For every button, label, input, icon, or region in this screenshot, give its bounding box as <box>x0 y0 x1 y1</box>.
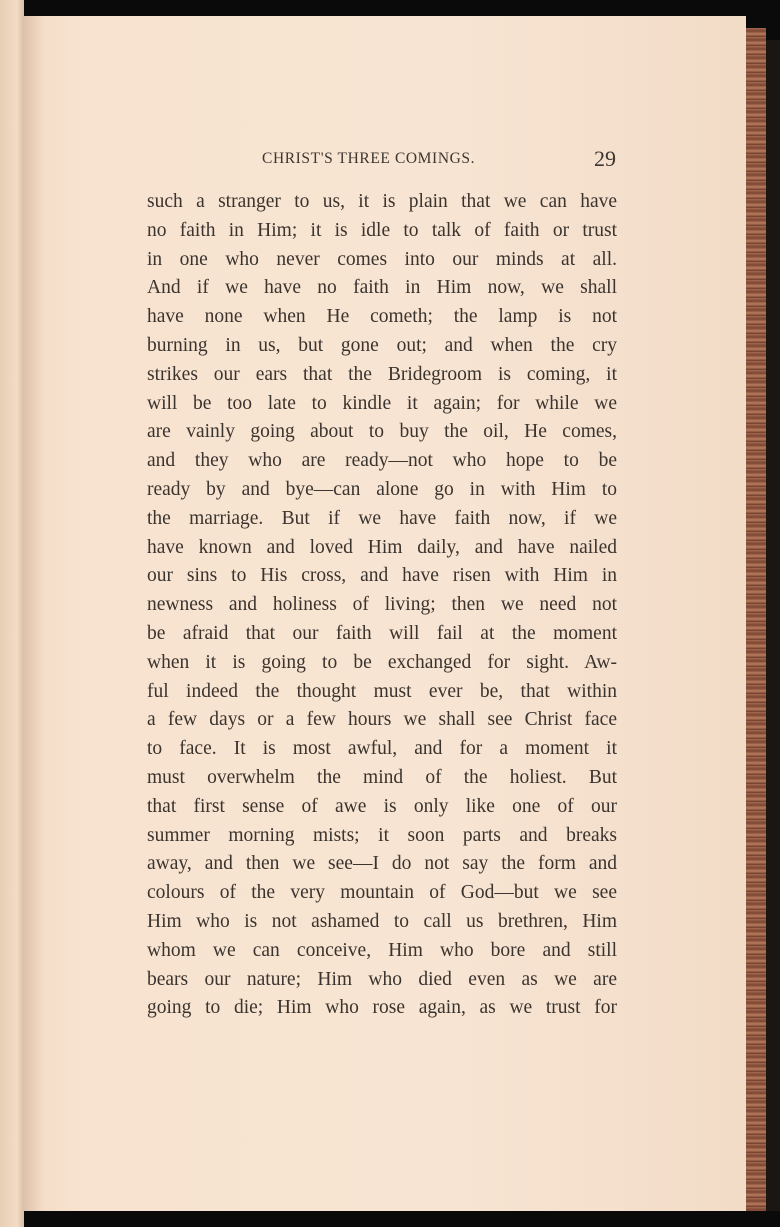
text-line: whom we can conceive, Him who bore and still <box>147 939 617 961</box>
text-line: And if we have no faith in Him now, we shall <box>147 277 617 299</box>
text-line: ready by and bye—can alone go in with Him to <box>147 478 617 500</box>
book-cover-edge <box>746 28 766 1211</box>
running-head <box>262 146 628 176</box>
text-line: bears our nature; Him who died even as we are <box>147 968 617 990</box>
text-line: away, and then we see—I do not say the form and <box>147 853 617 875</box>
text-line: strikes our ears that the Bridegroom is coming, it <box>147 363 617 385</box>
text-line: are vainly going about to buy the oil, He comes, <box>147 421 617 443</box>
text-line: such a stranger to us, it is plain that we can have <box>147 191 617 212</box>
gutter-shadow <box>24 16 44 1211</box>
text-line: to face. It is most awful, and for a moment it <box>147 738 617 760</box>
text-line: when it is going to be exchanged for sight. Aw- <box>147 651 617 673</box>
text-line: a few days or a few hours we shall see Christ face <box>147 709 617 731</box>
running-title: CHRIST'S THREE COMINGS. <box>262 150 476 167</box>
facing-page-edge <box>0 0 24 1227</box>
page-number: 29 <box>594 146 616 171</box>
text-line: will be too late to kindle it again; for while we <box>147 392 617 414</box>
background-edge <box>766 40 780 1211</box>
text-line: that first sense of awe is only like one of our <box>147 795 617 817</box>
text-line: in one who never comes into our minds at all. <box>147 248 617 270</box>
text-line: be afraid that our faith will fail at the moment <box>147 622 617 644</box>
text-line: ful indeed the thought must ever be, that within <box>147 680 617 702</box>
body-text <box>147 188 617 1023</box>
text-line: the marriage. But if we have faith now, if we <box>147 507 617 529</box>
text-line: newness and holiness of living; then we need not <box>147 594 617 616</box>
text-line: going to die; Him who rose again, as we trust for <box>147 997 617 1019</box>
text-line: our sins to His cross, and have risen with Him in <box>147 565 617 587</box>
text-line: have known and loved Him daily, and have nailed <box>147 536 617 558</box>
text-line: must overwhelm the mind of the holiest. But <box>147 766 617 788</box>
text-line: burning in us, but gone out; and when the cry <box>147 334 617 356</box>
text-line: summer morning mists; it soon parts and breaks <box>147 824 617 846</box>
text-line: no faith in Him; it is idle to talk of faith or trust <box>147 219 617 241</box>
text-line: have none when He cometh; the lamp is not <box>147 306 617 328</box>
text-line: colours of the very mountain of God—but we see <box>147 882 617 904</box>
text-line: Him who is not ashamed to call us brethren, Him <box>147 910 617 932</box>
text-line: and they who are ready—not who hope to be <box>147 450 617 472</box>
